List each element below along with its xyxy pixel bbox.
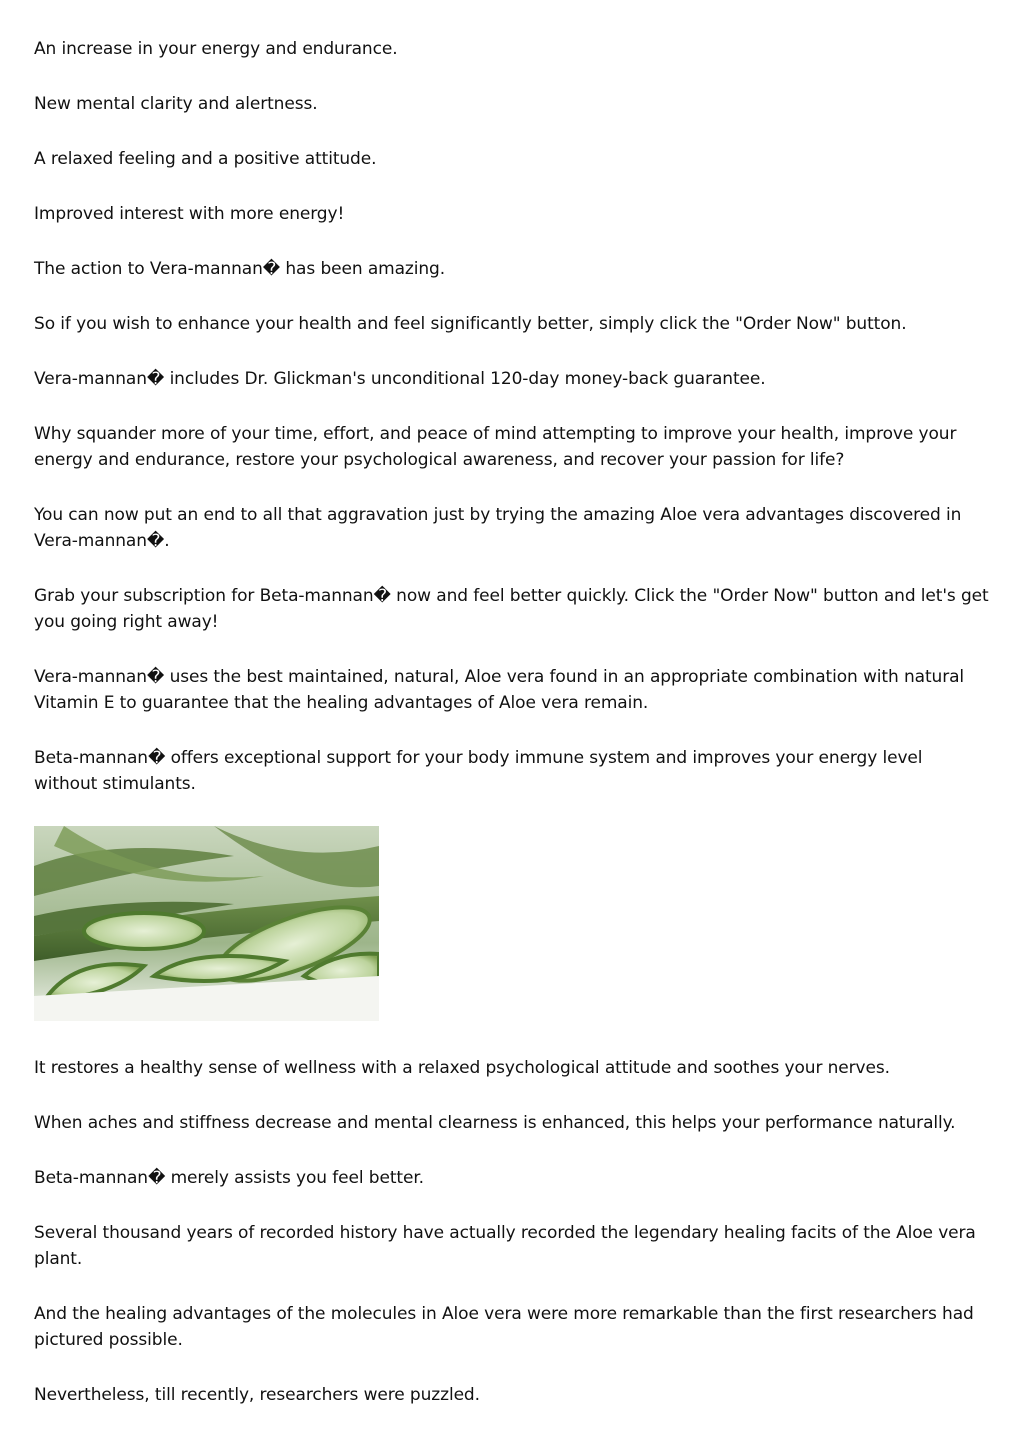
paragraph: Several thousand years of recorded history have actually recorded the legendary healing facits of the Aloe vera plant. [34,1223,976,1269]
paragraph: Beta-mannan� merely assists you feel better. [34,1168,424,1188]
paragraph: When aches and stiffness decrease and mental clearness is enhanced, this helps your performance naturally. [34,1113,956,1133]
paragraph: Vera-mannan� uses the best maintained, natural, Aloe vera found in an appropriate combination with natural Vitamin E to guarantee that the healing advantages of Aloe vera remain. [34,667,965,713]
aloe-vera-image [34,826,379,1021]
paragraph: Nevertheless, till recently, researchers were puzzled. [34,1385,480,1405]
paragraph: Why squander more of your time, effort, and peace of mind attempting to improve your health, improve your energy and endurance, restore your psychological awareness, and recover your passion for life? [34,424,957,470]
paragraph: Grab your subscription for Beta-mannan� now and feel better quickly. Click the "Order Now" button and let's get you going right away! [34,586,989,632]
paragraph: Vera-mannan� includes Dr. Glickman's unconditional 120-day money-back guarantee. [34,369,766,389]
paragraph: The action to Vera-mannan� has been amazing. [34,259,446,279]
paragraph: New mental clarity and alertness. [34,94,318,114]
document-body [34,36,989,1437]
paragraph: It restores a healthy sense of wellness with a relaxed psychological attitude and soothes your nerves. [34,1058,890,1078]
paragraph: Improved interest with more energy! [34,204,345,224]
paragraph: Beta-mannan� offers exceptional support for your body immune system and improves your energy level without stimulants. [34,748,923,794]
paragraph: An increase in your energy and endurance. [34,39,398,59]
paragraph: So if you wish to enhance your health and feel significantly better, simply click the "Order Now" button. [34,314,907,334]
paragraph: A relaxed feeling and a positive attitude. [34,149,377,169]
paragraph: And the healing advantages of the molecules in Aloe vera were more remarkable than the first researchers had pictured possible. [34,1304,974,1350]
paragraph: You can now put an end to all that aggravation just by trying the amazing Aloe vera advantages discovered in Vera-mannan�. [34,505,962,551]
